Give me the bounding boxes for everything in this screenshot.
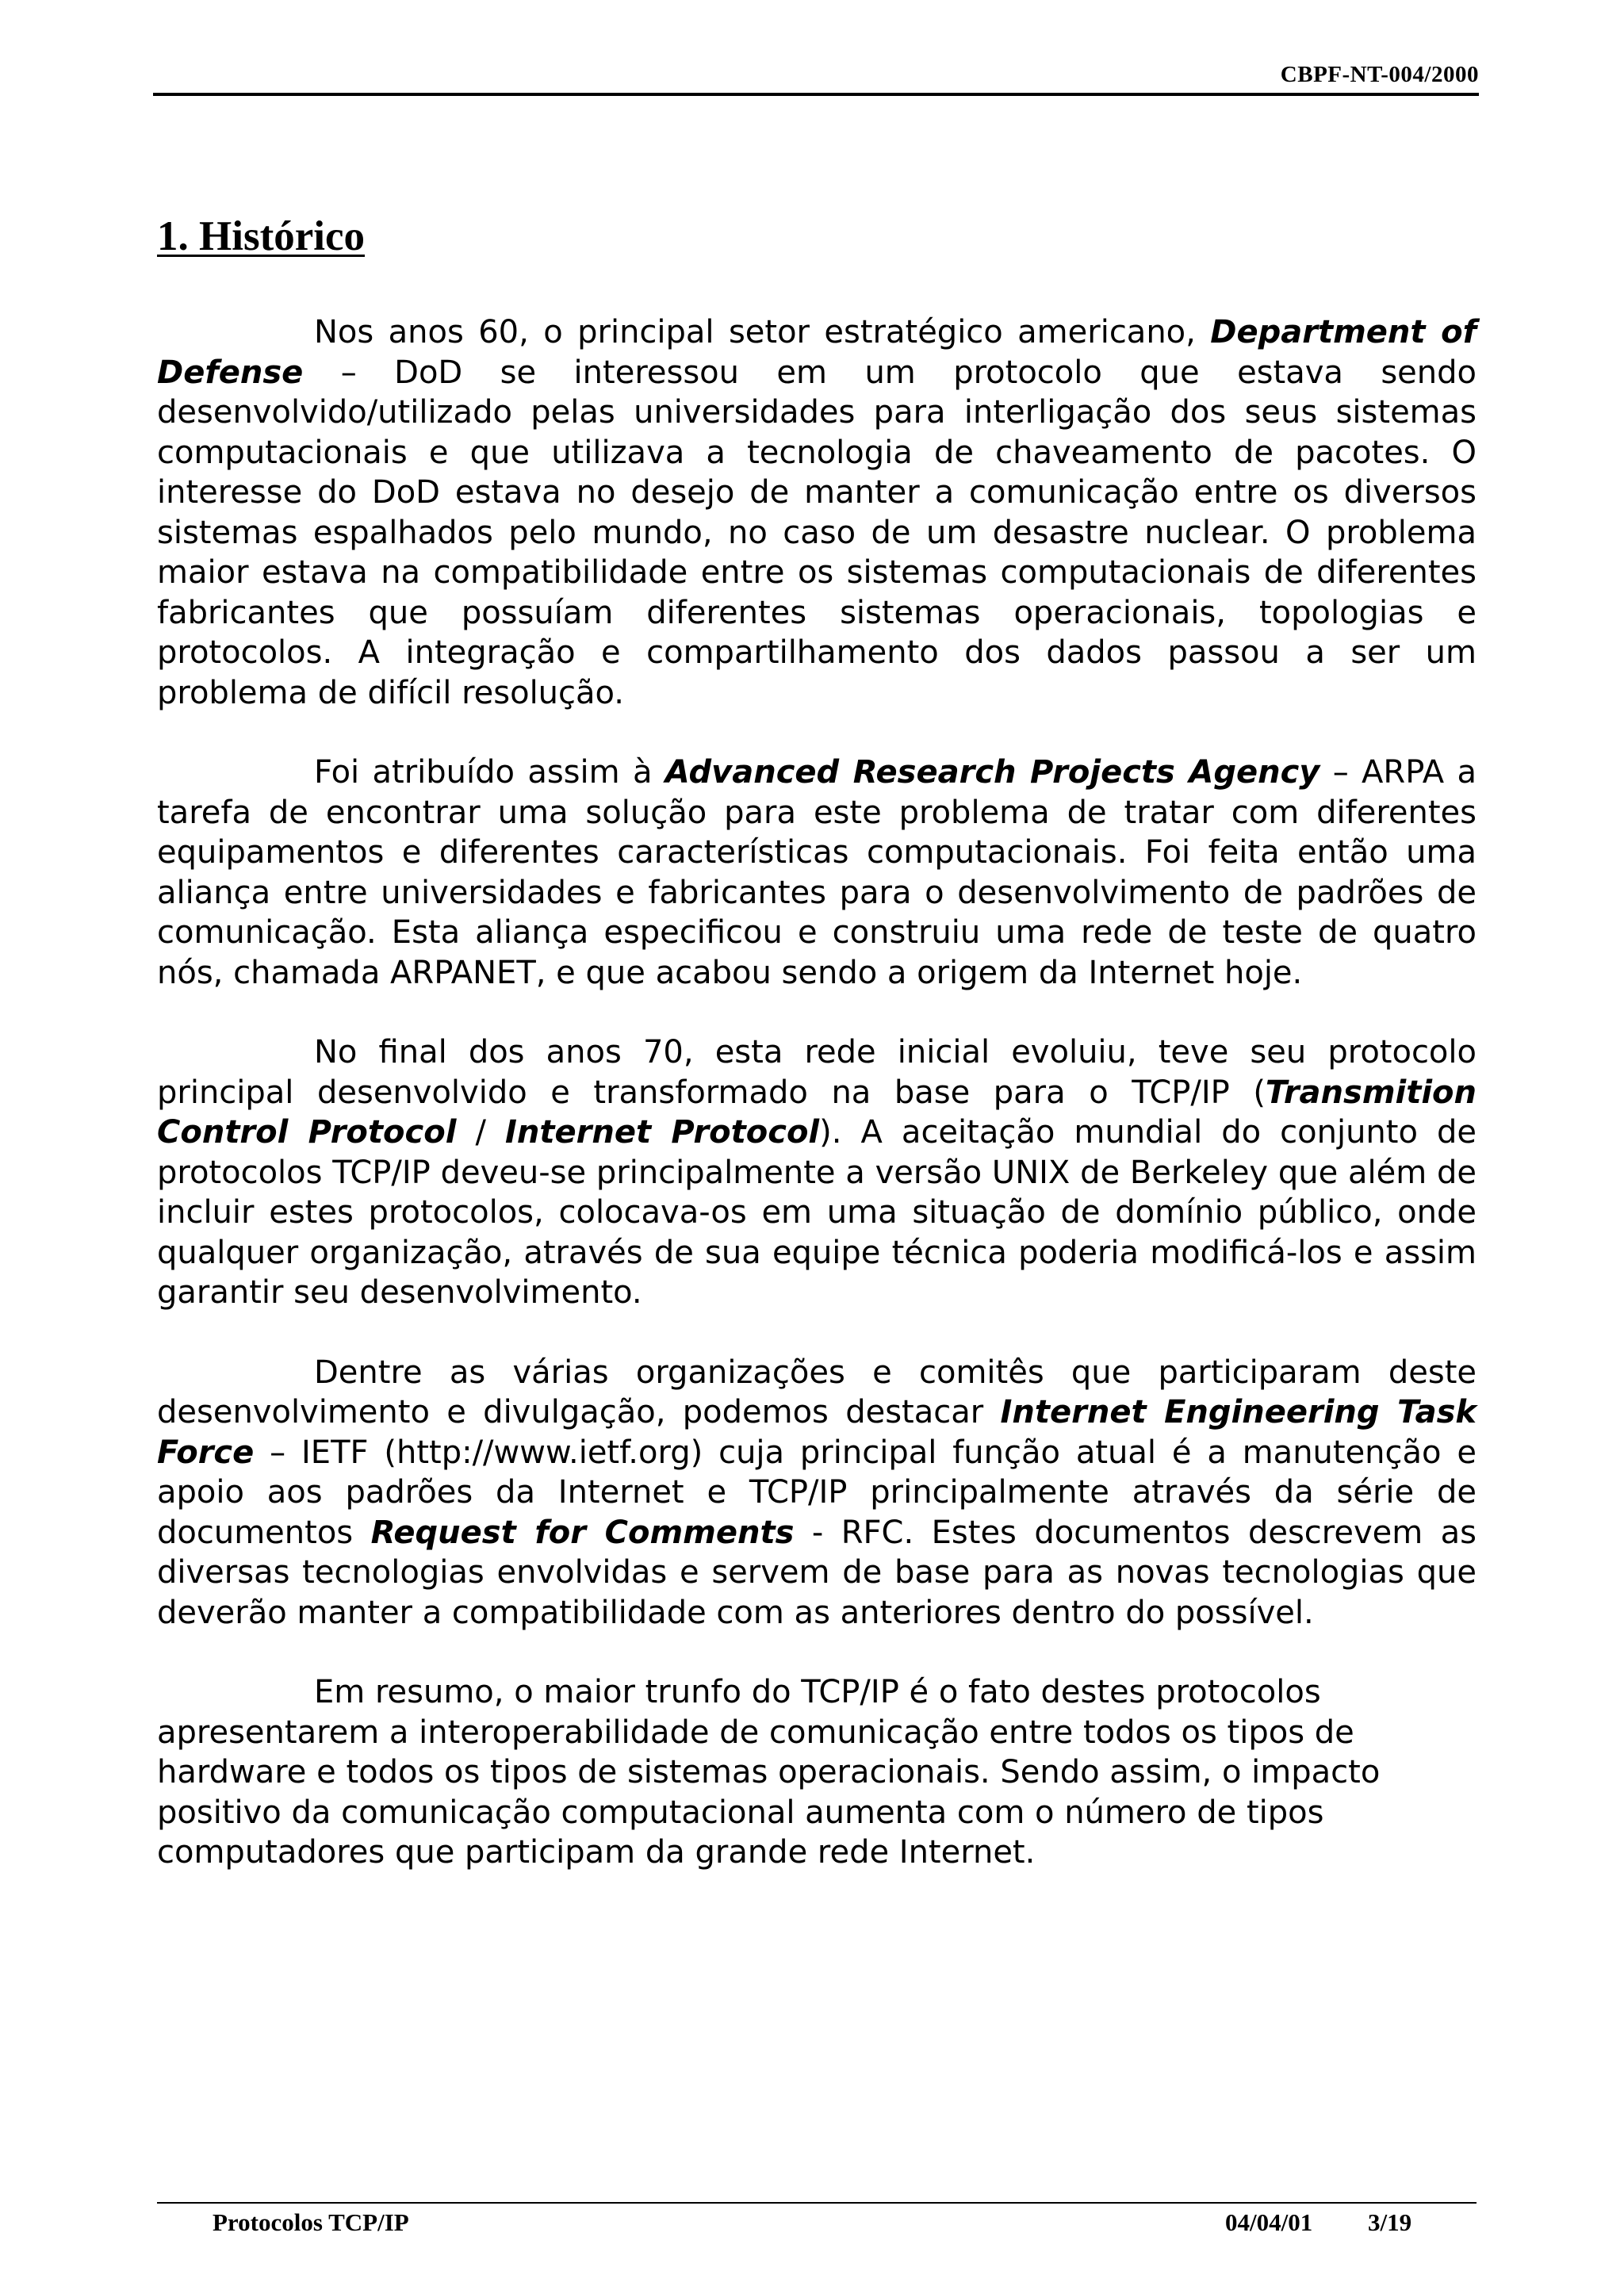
- body-text: [157, 312, 1477, 1873]
- page-number: 3/19: [1368, 2208, 1412, 2236]
- emphasis-term: Internet Protocol: [505, 1114, 820, 1151]
- emphasis-term: Advanced Research Projects Agency: [665, 754, 1320, 791]
- paragraph-text: – ARPA a tarefa de encontrar uma solução para este problema de tratar com diferentes equipamentos e diferentes características computacionais. Foi feita então uma aliança entre universidades e fabricantes para o desenvolvimento de padrões de comunicação. Esta aliança especificou e construiu uma rede de teste de quatro nós, chamada ARPANET, e que acabou sendo a origem da Internet hoje.: [157, 754, 1477, 991]
- paragraph-text: - RFC. Estes documentos descrevem as diversas tecnologias envolvidas e servem de base para as novas tecnologias que deverão manter a compatibilidade com as anteriores dentro do possível.: [157, 1514, 1477, 1631]
- document-id: CBPF-NT-004/2000: [1280, 62, 1479, 87]
- paragraph-5: [157, 1672, 1477, 1873]
- footer-date: 04/04/01: [1225, 2208, 1313, 2236]
- paragraph-text: /: [456, 1114, 506, 1151]
- emphasis-term: Request for Comments: [370, 1514, 795, 1551]
- paragraph-text: Dentre as várias organizações e comitês que participaram deste desenvolvimento e divulgação, podemos destacar: [157, 1354, 1477, 1430]
- section-title: 1. Histórico: [157, 213, 365, 259]
- paragraph-text: – DoD se interessou em um protocolo que estava sendo desenvolvido/utilizado pelas universidades para interligação dos seus sistemas computacionais e que utilizava a tecnologia de chaveamento de pacotes. O interesse do DoD estava no desejo de manter a comunicação entre os diversos sistemas espalhados pelo mundo, no caso de um desastre nuclear. O problema maior estava na compatibilidade entre os sistemas computacionais de diferentes fabricantes que possuíam diferentes sistemas operacionais, topologias e protocolos. A integração e compartilhamento dos dados passou a ser um problema de difícil resolução.: [157, 354, 1477, 711]
- header-rule: [153, 93, 1479, 96]
- paragraph-text: No final dos anos 70, esta rede inicial evoluiu, teve seu protocolo principal desenvolvido e transformado na base para o TCP/IP (: [157, 1034, 1477, 1111]
- paragraph-text: Em resumo, o maior trunfo do TCP/IP é o fato destes protocolos apresentarem a interoperabilidade de comunicação entre todos os tipos de hardware e todos os tipos de sistemas operacionais. Sendo assim, o impacto positivo da comunicação computacional aumenta com o número de tipos computadores que participam da grande rede Internet.: [157, 1674, 1381, 1871]
- emphasis-term: Transmition Control Protocol: [157, 1074, 1477, 1151]
- footer-title: Protocolos TCP/IP: [213, 2208, 409, 2236]
- footer-rule: [157, 2202, 1477, 2204]
- paragraph-text: ). A aceitação mundial do conjunto de protocolos TCP/IP deveu-se principalmente a versão UNIX de Berkeley que além de incluir estes protocolos, colocava-os em uma situação de domínio público, onde qualquer organização, através de sua equipe técnica poderia modificá-los e assim garantir seu desenvolvimento.: [157, 1114, 1477, 1311]
- paragraph-text: – IETF (http://www.ietf.org) cuja principal função atual é a manutenção e apoio aos padrões da Internet e TCP/IP principalmente através da série de documentos: [157, 1434, 1477, 1551]
- paragraph-1: [157, 312, 1477, 713]
- paragraph-text: Foi atribuído assim à: [314, 754, 665, 791]
- paragraph-3: [157, 1032, 1477, 1313]
- emphasis-term: Department of Defense: [157, 314, 1477, 391]
- paragraph-text: Nos anos 60, o principal setor estratégico americano,: [314, 314, 1211, 350]
- emphasis-term: Internet Engineering Task Force: [157, 1394, 1477, 1471]
- paragraph-4: [157, 1353, 1477, 1633]
- paragraph-2: [157, 753, 1477, 993]
